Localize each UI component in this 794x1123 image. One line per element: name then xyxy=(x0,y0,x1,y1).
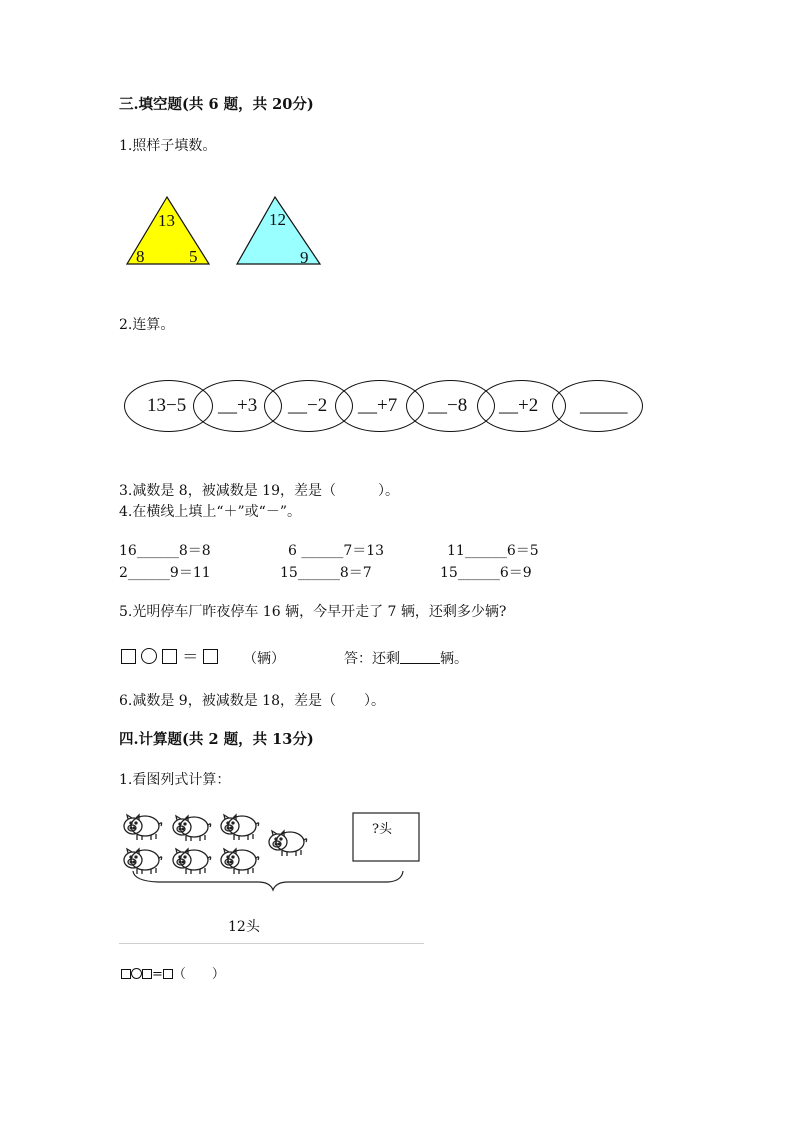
section-3-title: 三.填空题(共 6 题，共 20分) xyxy=(119,96,314,113)
question-5-text: 5.光明停车厂昨夜停车 16 辆，今早开走了 7 辆，还剩多少辆? xyxy=(119,604,507,620)
operator-circle xyxy=(131,968,142,979)
q5-equation-template xyxy=(121,648,218,666)
q4-row1-col2: 6 ______7＝13 xyxy=(288,543,385,559)
s4-equation-template xyxy=(121,966,225,984)
q5-unit: （辆） xyxy=(243,651,285,667)
question-1-text: 1.照样子填数。 xyxy=(119,138,217,154)
q4-row1-col1: 16______8＝8 xyxy=(119,543,211,559)
triangle-figures xyxy=(120,193,330,271)
answer-box xyxy=(121,649,136,664)
brace xyxy=(133,871,403,890)
tri1-top-number: 13 xyxy=(158,211,175,230)
chain-expr-6: __+2 xyxy=(499,395,539,416)
pig-icon xyxy=(221,815,259,840)
chain-expr-4: __+7 xyxy=(358,395,398,416)
pig-icon xyxy=(173,849,211,874)
q4-row2-col2: 15______8＝7 xyxy=(280,565,372,581)
chain-expr-7: _____ xyxy=(580,395,628,416)
answer-suffix: 辆。 xyxy=(440,651,468,667)
pig-icon xyxy=(221,849,259,874)
q4-row2-col3: 15______6＝9 xyxy=(440,565,532,581)
tri1-right-number: 5 xyxy=(189,247,198,266)
pig-icon xyxy=(173,816,211,841)
chain-expr-5: __−8 xyxy=(428,395,468,416)
chain-expr-3: __−2 xyxy=(288,395,328,416)
question-3-text: 3.减数是 8，被减数是 19，差是（ ）。 xyxy=(119,483,399,499)
total-label: 12头 xyxy=(228,919,260,935)
answer-box xyxy=(162,649,177,664)
q4-row1-col3: 11______6＝5 xyxy=(447,543,539,559)
answer-blank xyxy=(400,650,440,664)
q5-answer xyxy=(344,650,468,668)
question-2-text: 2.连算。 xyxy=(119,317,175,333)
pig-icon xyxy=(124,815,162,840)
equals-sign: = xyxy=(152,967,163,982)
box-label: ?头 xyxy=(372,822,392,837)
answer-box xyxy=(142,969,152,979)
pig-icon xyxy=(269,831,307,856)
answer-box xyxy=(203,649,218,664)
section-4-title: 四.计算题(共 2 题，共 13分) xyxy=(119,731,314,748)
q4-row2-col1: 2______9＝11 xyxy=(119,565,211,581)
divider-line xyxy=(119,943,424,944)
pig-icon xyxy=(124,849,162,874)
equals-sign: ＝ xyxy=(182,647,199,666)
chain-expr-1: 13−5 xyxy=(147,395,187,416)
s4-question-1-text: 1.看图列式计算： xyxy=(119,772,231,788)
answer-paren: （ ） xyxy=(172,967,225,982)
answer-box xyxy=(163,969,173,979)
question-6-text: 6.减数是 9，被减数是 18，差是（ ）。 xyxy=(119,693,385,709)
tri2-right-number: 9 xyxy=(300,248,309,267)
chain-expr-2: __+3 xyxy=(218,395,258,416)
question-4-text: 4.在横线上填上“＋”或“－”。 xyxy=(119,504,301,520)
operator-circle xyxy=(141,648,157,664)
answer-box xyxy=(121,969,131,979)
tri2-top-number: 12 xyxy=(269,210,286,229)
answer-prefix: 答：还剩 xyxy=(344,651,400,667)
tri1-left-number: 8 xyxy=(136,247,145,266)
